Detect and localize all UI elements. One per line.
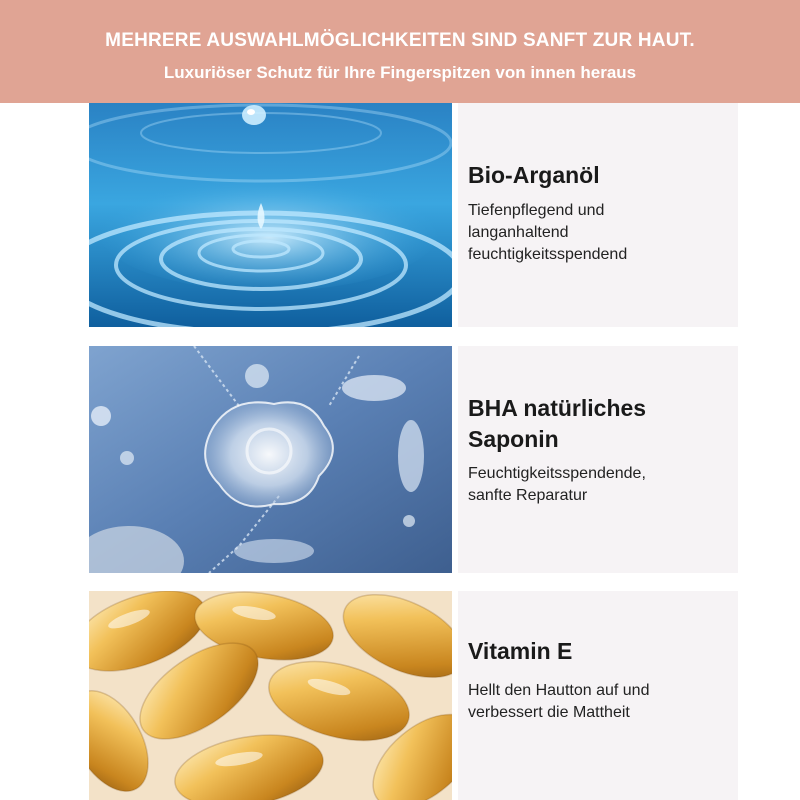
ingredient-row-saponin — [89, 346, 738, 573]
banner-subline: Luxuriöser Schutz für Ihre Fingerspitzen von innen heraus — [163, 63, 637, 82]
golden-capsules-image — [89, 591, 452, 800]
banner-headline: MEHRERE AUSWAHLMÖGLICHKEITEN SIND SANFT ZUR HAUT. — [105, 30, 695, 51]
ingredient-title: BHA natürliches Saponin — [468, 395, 647, 452]
ingredient-title: Vitamin E — [468, 638, 573, 664]
clear-bubbles-image — [89, 346, 452, 573]
water-drop-ripple-image — [89, 103, 452, 327]
ingredient-description: Tiefenpflegend und langanhaltend feuchtigkeitsspendend — [468, 202, 628, 263]
ingredient-row-vitamin-e — [89, 591, 738, 800]
ingredient-panel — [458, 103, 738, 327]
ingredient-row-argan-oil — [89, 103, 738, 327]
ingredient-description: Hellt den Hautton auf und verbessert die Mattheit — [468, 682, 650, 721]
header-banner — [0, 0, 800, 103]
ingredient-title: Bio-Arganöl — [468, 162, 600, 188]
ingredient-description: Feuchtigkeitsspendende, sanfte Reparatur — [468, 465, 646, 504]
ingredient-panel — [458, 346, 738, 573]
ingredient-panel — [458, 591, 738, 800]
